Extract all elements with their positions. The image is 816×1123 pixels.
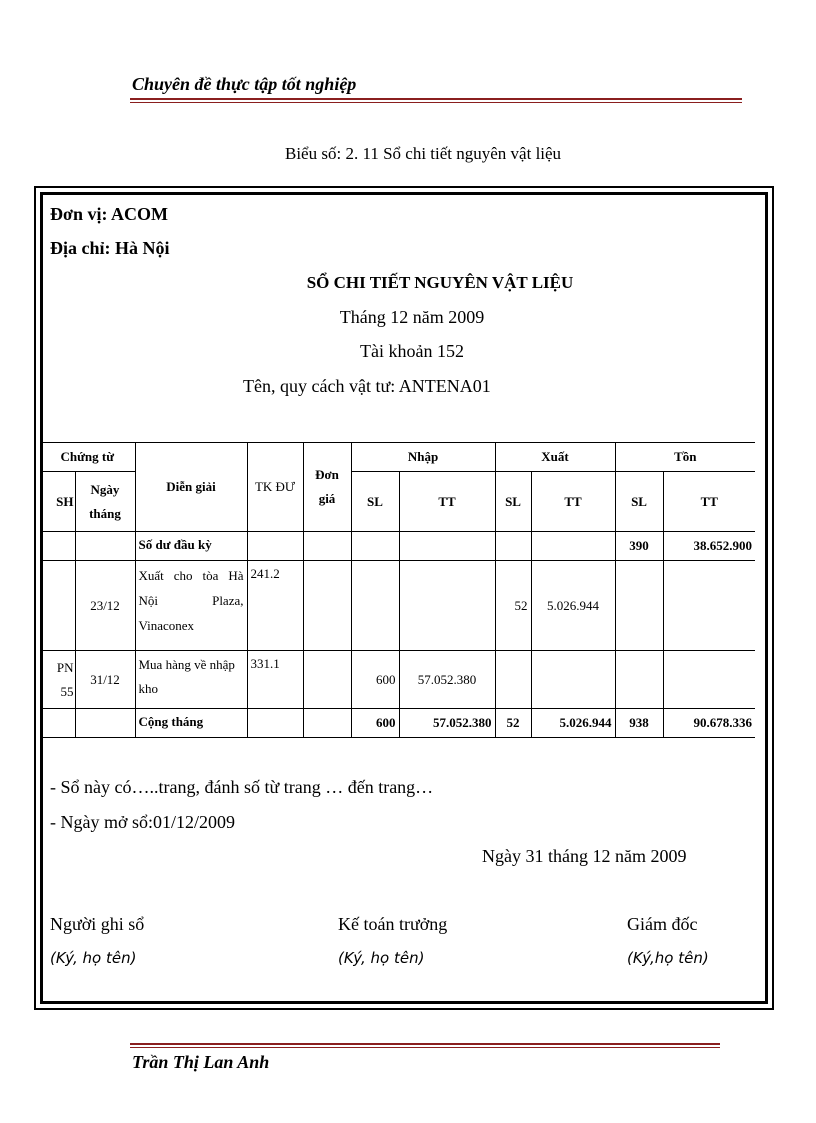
cell-import-sl: 600: [351, 651, 399, 709]
note-open-date: - Ngày mở sổ:01/12/2009: [50, 812, 236, 832]
cell-description: Xuất cho tòa Hà Nội Plaza, Vinaconex: [135, 561, 247, 651]
cell-date: [75, 709, 135, 738]
header-stock-sl: SL: [615, 472, 663, 532]
signature-director-title: Giám đốc: [627, 914, 698, 934]
cell-export-tt: 5.026.944: [531, 561, 615, 651]
header-import-sl: SL: [351, 472, 399, 532]
cell-export-sl: 52: [495, 561, 531, 651]
cell-stock-sl: 938: [615, 709, 663, 738]
cell-date: [75, 532, 135, 561]
cell-stock-tt: 90.678.336: [663, 709, 755, 738]
header-unit-price: Đơn giá: [303, 443, 351, 532]
cell-date: 23/12: [75, 561, 135, 651]
footer-rule-thin: [130, 1047, 720, 1048]
cell-import-sl: 600: [351, 709, 399, 738]
header-import: Nhập: [351, 443, 495, 472]
cell-export-sl: [495, 651, 531, 709]
ledger-table: [40, 442, 755, 738]
cell-description: Cộng tháng: [135, 709, 247, 738]
cell-import-sl: [351, 532, 399, 561]
header-sh: SH: [40, 472, 75, 532]
header-stock: Tồn: [615, 443, 755, 472]
cell-tk: [247, 709, 303, 738]
table-row: [40, 532, 755, 561]
cell-stock-tt: 38.652.900: [663, 532, 755, 561]
cell-description: Mua hàng về nhập kho: [135, 651, 247, 709]
page-footer-author: Trần Thị Lan Anh: [132, 1052, 270, 1072]
header-voucher: Chứng từ: [40, 443, 135, 472]
header-rule: [130, 98, 742, 100]
cell-sh: [40, 561, 75, 651]
cell-tk: [247, 532, 303, 561]
cell-export-sl: 52: [495, 709, 531, 738]
header-export: Xuất: [495, 443, 615, 472]
ledger-title: SỔ CHI TIẾT NGUYÊN VẬT LIỆU: [306, 273, 574, 292]
cell-import-tt: 57.052.380: [399, 709, 495, 738]
cell-unit-price: [303, 561, 351, 651]
cell-import-tt: [399, 561, 495, 651]
cell-date: 31/12: [75, 651, 135, 709]
cell-stock-tt: [663, 651, 755, 709]
cell-export-sl: [495, 532, 531, 561]
header-date: Ngày tháng: [75, 472, 135, 532]
note-pages: - Sổ này có…..trang, đánh số từ trang … đến trang…: [50, 777, 434, 797]
cell-unit-price: [303, 651, 351, 709]
signature-director-note: (Ký,họ tên): [627, 949, 709, 967]
table-total-row: [40, 709, 755, 738]
cell-sh: PN 55: [40, 651, 75, 709]
cell-import-tt: [399, 532, 495, 561]
cell-stock-sl: [615, 561, 663, 651]
cell-import-sl: [351, 561, 399, 651]
cell-import-tt: 57.052.380: [399, 651, 495, 709]
header-export-sl: SL: [495, 472, 531, 532]
unit-label: Đơn vị: ACOM: [50, 204, 168, 224]
cell-sh: [40, 709, 75, 738]
table-row: [40, 561, 755, 651]
header-description: Diễn giải: [135, 443, 247, 532]
cell-unit-price: [303, 709, 351, 738]
header-stock-tt: TT: [663, 472, 755, 532]
signature-recorder-note: (Ký, họ tên): [50, 949, 137, 967]
cell-stock-sl: [615, 651, 663, 709]
signature-accountant-title: Kế toán trưởng: [338, 914, 448, 934]
ledger-period: Tháng 12 năm 2009: [339, 307, 485, 327]
figure-caption: Biểu số: 2. 11 Sổ chi tiết nguyên vật liệu: [285, 144, 562, 163]
cell-sh: [40, 532, 75, 561]
table-row: [40, 651, 755, 709]
header-tk: TK ĐƯ: [247, 443, 303, 532]
cell-stock-sl: 390: [615, 532, 663, 561]
address-label: Địa chỉ: Hà Nội: [50, 238, 170, 258]
cell-tk: 241.2: [247, 561, 303, 651]
ledger-account: Tài khoản 152: [360, 341, 464, 361]
header-export-tt: TT: [531, 472, 615, 532]
cell-export-tt: 5.026.944: [531, 709, 615, 738]
header-rule-thin: [130, 102, 742, 103]
footer-rule: [130, 1043, 720, 1045]
header-import-tt: TT: [399, 472, 495, 532]
material-name: Tên, quy cách vật tư: ANTENA01: [243, 376, 491, 396]
cell-export-tt: [531, 651, 615, 709]
page-header-title: Chuyên đề thực tập tốt nghiệp: [132, 74, 357, 94]
signature-recorder-title: Người ghi sổ: [50, 914, 145, 934]
cell-unit-price: [303, 532, 351, 561]
cell-stock-tt: [663, 561, 755, 651]
cell-tk: 331.1: [247, 651, 303, 709]
signature-accountant-note: (Ký, họ tên): [338, 949, 425, 967]
cell-export-tt: [531, 532, 615, 561]
signing-date: Ngày 31 tháng 12 năm 2009: [482, 846, 687, 866]
cell-description: Số dư đầu kỳ: [135, 532, 247, 561]
table-header-row: [40, 443, 755, 472]
